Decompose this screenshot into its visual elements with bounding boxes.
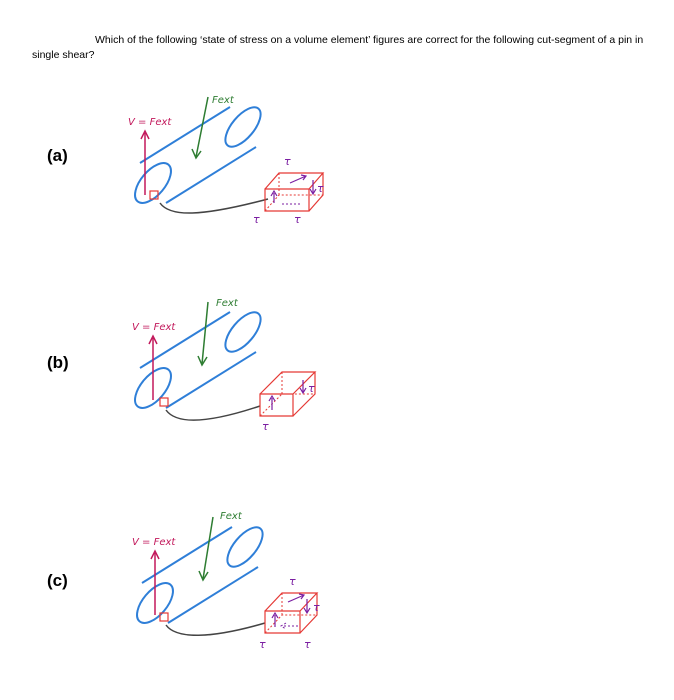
tau-label: τ: [308, 382, 315, 395]
option-c-label: (c): [47, 571, 68, 590]
shear-arrow: [149, 336, 157, 400]
tau-label: τ: [313, 601, 320, 614]
shear-arrow: [141, 131, 149, 195]
figure-c: [110, 503, 340, 663]
cut-line: [160, 199, 268, 213]
stress-element: [265, 173, 323, 211]
shear-label: V = Fext: [128, 117, 172, 128]
figure-a: [110, 85, 340, 245]
force-arrow: [199, 517, 213, 580]
option-a-label: (a): [47, 146, 68, 165]
stress-element: [260, 372, 315, 416]
question-text: Which of the following ‘state of stress on a volume element’ figures are correct for the following cut-segment of a pin in single shear?: [32, 34, 644, 61]
cut-line: [166, 623, 265, 635]
tau-label: τ: [317, 182, 324, 195]
force-arrow: [192, 97, 208, 158]
force-arrow: [198, 302, 208, 365]
tau-label: τ: [294, 213, 301, 226]
force-label: Fext: [212, 95, 234, 106]
shear-arrow: [151, 551, 159, 615]
element-marker: [160, 398, 168, 406]
stress-element: [265, 593, 317, 633]
tau-label: τ: [262, 420, 269, 433]
option-b-label: (b): [47, 353, 69, 372]
cut-line: [166, 406, 260, 420]
shear-label: V = Fext: [132, 322, 176, 333]
tau-label: τ: [259, 638, 266, 651]
tau-label: τ: [304, 638, 311, 651]
tau-label: τ: [284, 155, 291, 168]
tau-label: τ: [289, 575, 296, 588]
shear-label: V = Fext: [132, 537, 176, 548]
force-label: Fext: [216, 298, 238, 309]
tau-label: τ: [253, 213, 260, 226]
figure-b: [110, 288, 340, 448]
force-label: Fext: [220, 511, 242, 522]
